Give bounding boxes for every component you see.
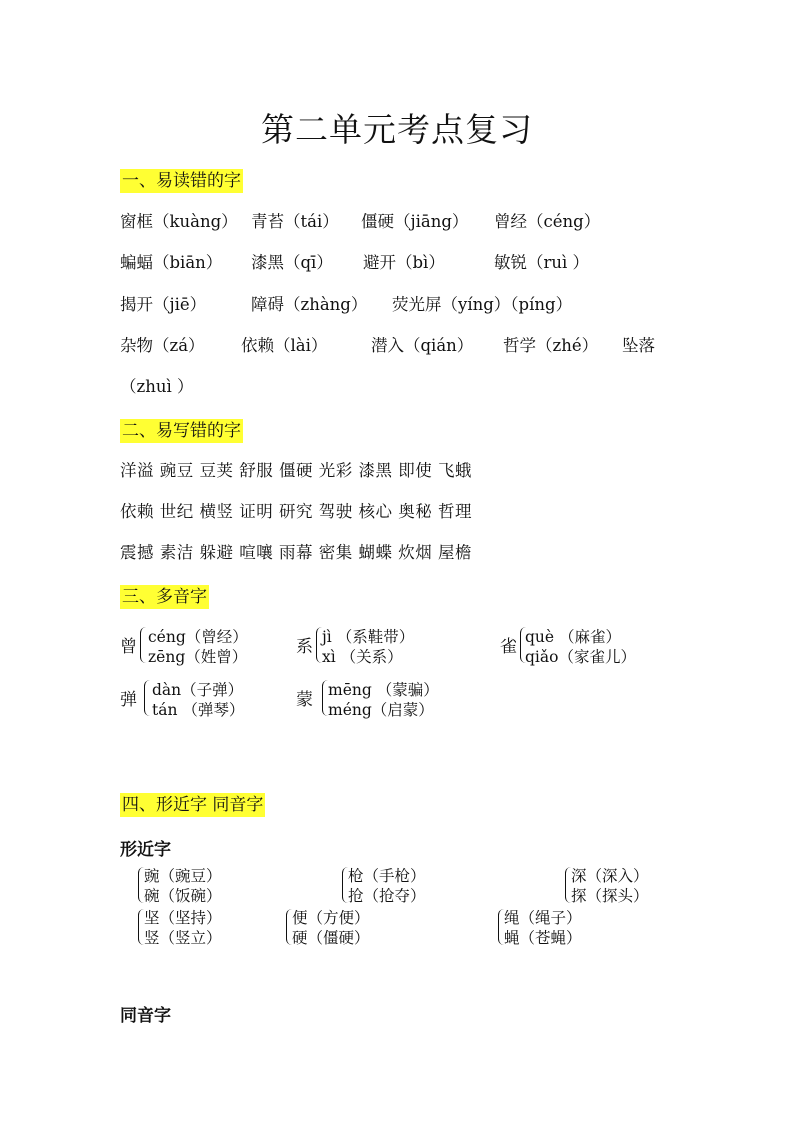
pair-word-2: 抢（抢夺）	[348, 887, 426, 905]
similar-pair	[138, 908, 268, 948]
reading-2: qiǎo（家雀儿）	[525, 648, 636, 666]
reading-1: dàn（子弹）	[152, 681, 244, 699]
polyphone-char: 曾	[120, 637, 137, 657]
similar-pair	[286, 908, 416, 948]
reading-1: mēng （蒙骗）	[328, 681, 439, 699]
similar-pair	[342, 866, 472, 906]
pair-word-2: 探（探头）	[571, 887, 649, 905]
polyphone-char: 系	[296, 637, 313, 657]
pair-word-2: 蝇（苍蝇）	[504, 929, 582, 947]
pair-word-2: 竖（竖立）	[144, 929, 222, 947]
word-item: 蝙蝠（biān）	[120, 253, 223, 272]
polyphone-group-que	[500, 627, 680, 669]
misread-row-5: （zhuì ）	[120, 377, 194, 396]
brace	[144, 680, 150, 716]
page-title: 第二单元考点复习	[261, 110, 533, 149]
reading-2: xì （关系）	[322, 648, 403, 666]
section-heading-miswritten: 二、易写错的字	[122, 421, 241, 441]
polyphone-char: 雀	[500, 637, 517, 657]
subheading-homophones: 同音字	[120, 1006, 171, 1026]
similar-pair	[498, 908, 628, 948]
word-item: 坠落	[622, 336, 655, 355]
word-item: 依赖（lài）	[241, 336, 328, 355]
reading-2: zēng（姓曾）	[148, 648, 248, 666]
word-item: 敏锐（ruì ）	[494, 253, 590, 272]
word-item: 荧光屏（yíng）（píng）	[392, 295, 573, 314]
word-item: 潜入（qián）	[371, 336, 474, 355]
brace	[140, 627, 146, 663]
polyphone-group-dan	[120, 680, 290, 722]
reading-1: céng（曾经）	[148, 628, 248, 646]
reading-1: què （麻雀）	[525, 628, 622, 646]
pair-word-1: 坚（坚持）	[144, 909, 222, 927]
pair-word-1: 便（方便）	[292, 909, 370, 927]
word-item: 揭开（jiē）	[120, 295, 207, 314]
word-item: 哲学（zhé）	[503, 336, 599, 355]
pair-word-1: 豌（豌豆）	[144, 867, 222, 885]
polyphone-group-ji	[296, 627, 486, 669]
reading-1: jì （系鞋带）	[322, 628, 415, 646]
section-heading-misread: 一、易读错的字	[122, 171, 241, 191]
similar-pair	[138, 866, 268, 906]
word-item: 僵硬（jiāng）	[361, 212, 469, 231]
pair-word-1: 深（深入）	[571, 867, 649, 885]
polyphone-char: 弹	[120, 690, 137, 710]
pair-word-1: 枪（手枪）	[348, 867, 426, 885]
polyphone-char: 蒙	[296, 690, 313, 710]
word-item: 漆黑（qī）	[251, 253, 333, 272]
reading-2: tán （弹琴）	[152, 701, 245, 719]
pair-word-1: 绳（绳子）	[504, 909, 582, 927]
polyphone-group-meng	[296, 680, 496, 722]
section-heading-similar-homophone: 四、形近字 同音字	[122, 795, 264, 815]
word-item: 曾经（céng）	[494, 212, 601, 231]
pair-word-2: 碗（饭碗）	[144, 887, 222, 905]
word-item: 杂物（zá）	[120, 336, 205, 355]
word-item: 障碍（zhàng）	[251, 295, 368, 314]
similar-pair	[565, 866, 695, 906]
reading-2: méng（启蒙）	[328, 701, 434, 719]
word-item: 避开（bì）	[363, 253, 445, 272]
word-item: 青苔（tái）	[251, 212, 339, 231]
pair-word-2: 硬（僵硬）	[292, 929, 370, 947]
polyphone-group-ceng	[120, 627, 290, 669]
word-item: 窗框（kuàng）	[120, 212, 238, 231]
miswritten-row-3: 震撼 素洁 躲避 喧嚷 雨幕 密集 蝴蝶 炊烟 屋檐	[120, 543, 472, 562]
subheading-similar-chars: 形近字	[120, 840, 171, 860]
miswritten-row-2: 依赖 世纪 横竖 证明 研究 驾驶 核心 奥秘 哲理	[120, 502, 472, 521]
miswritten-row-1: 洋溢 豌豆 豆荚 舒服 僵硬 光彩 漆黑 即使 飞蛾	[120, 461, 472, 480]
section-heading-polyphonic: 三、多音字	[122, 587, 207, 607]
